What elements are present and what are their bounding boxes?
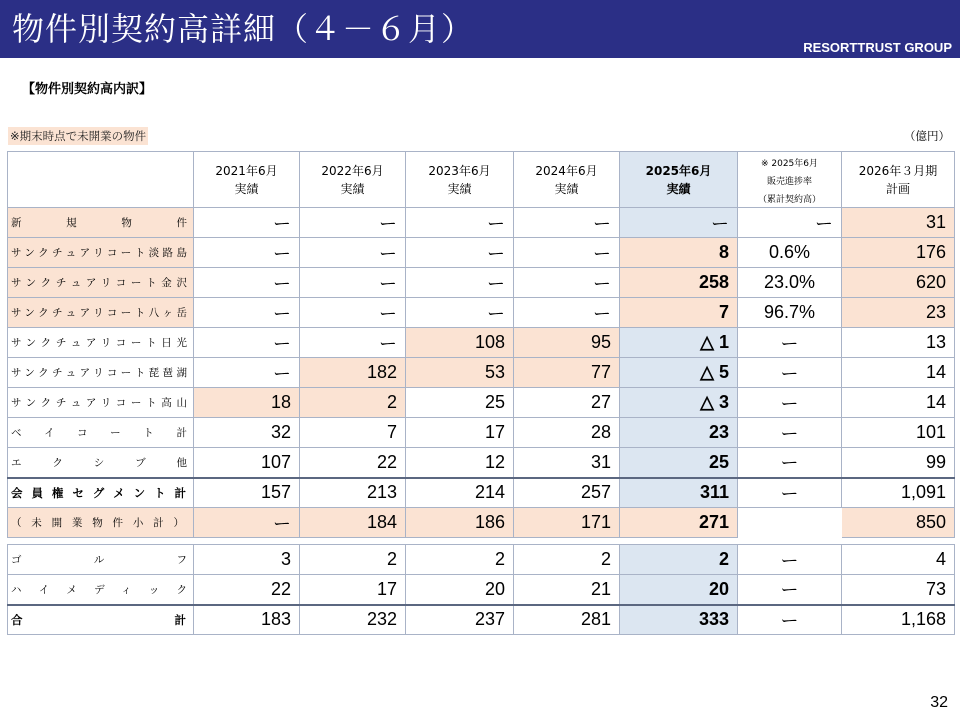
- cell: 2: [406, 545, 514, 575]
- cell: 311: [620, 478, 738, 508]
- brand-name: RESORTTRUST GROUP: [803, 40, 952, 55]
- row-label: サンクチュアリコート金沢: [8, 268, 194, 298]
- cell: ー: [620, 208, 738, 238]
- cell: ー: [738, 545, 842, 575]
- cell: 2: [300, 545, 406, 575]
- cell: ー: [406, 238, 514, 268]
- cell: 95: [514, 328, 620, 358]
- col-header: 2024年6月 実績: [514, 152, 620, 208]
- cell: 14: [842, 358, 955, 388]
- cell: 2: [620, 545, 738, 575]
- cell: △ 1: [620, 328, 738, 358]
- cell: 237: [406, 605, 514, 635]
- cell: 107: [194, 448, 300, 478]
- cell: ー: [406, 208, 514, 238]
- cell: 214: [406, 478, 514, 508]
- row-label: 合計: [8, 605, 194, 635]
- cell: 22: [194, 575, 300, 605]
- cell: 3: [194, 545, 300, 575]
- table-row: [8, 575, 955, 605]
- cell: 13: [842, 328, 955, 358]
- row-label: 新規物件: [8, 208, 194, 238]
- cell: 73: [842, 575, 955, 605]
- cell: ー: [300, 238, 406, 268]
- cell: ー: [300, 208, 406, 238]
- page-number: 32: [930, 694, 948, 711]
- cell: 183: [194, 605, 300, 635]
- cell: 14: [842, 388, 955, 418]
- cell: ー: [194, 208, 300, 238]
- cell: 12: [406, 448, 514, 478]
- cell: 176: [842, 238, 955, 268]
- cell: ー: [514, 298, 620, 328]
- cell: ー: [194, 508, 300, 538]
- cell: 1,091: [842, 478, 955, 508]
- cell: 257: [514, 478, 620, 508]
- cell: 186: [406, 508, 514, 538]
- cell: 77: [514, 358, 620, 388]
- cell: 2: [300, 388, 406, 418]
- cell: 213: [300, 478, 406, 508]
- cell: ー: [738, 208, 842, 238]
- cell: 25: [620, 448, 738, 478]
- cell: 184: [300, 508, 406, 538]
- cell: 157: [194, 478, 300, 508]
- cell: 25: [406, 388, 514, 418]
- cell: 258: [620, 268, 738, 298]
- cell: 28: [514, 418, 620, 448]
- cell: 18: [194, 388, 300, 418]
- cell: 53: [406, 358, 514, 388]
- table-spacer: [8, 538, 955, 545]
- row-label: サンクチュアリコート琵琶湖: [8, 358, 194, 388]
- cell: [738, 508, 842, 538]
- cell: ー: [406, 268, 514, 298]
- cell: 7: [300, 418, 406, 448]
- header-bar: [0, 0, 960, 58]
- row-label: ハイメディック: [8, 575, 194, 605]
- col-header: 2026年３月期 計画: [842, 152, 955, 208]
- row-label: ゴルフ: [8, 545, 194, 575]
- cell: 23: [620, 418, 738, 448]
- table-row: [8, 388, 955, 418]
- row-label: 会員権セグメント計: [8, 478, 194, 508]
- cell: ー: [514, 238, 620, 268]
- unit-label: （億円）: [904, 129, 950, 143]
- row-label: ベイコート計: [8, 418, 194, 448]
- cell: 31: [514, 448, 620, 478]
- cell: ー: [406, 298, 514, 328]
- cell: 333: [620, 605, 738, 635]
- row-label: （未開業物件小計）: [8, 508, 194, 538]
- cell: ー: [194, 238, 300, 268]
- cell: ー: [194, 328, 300, 358]
- row-label: サンクチュアリコート高山: [8, 388, 194, 418]
- cell: 17: [300, 575, 406, 605]
- cell: ー: [300, 328, 406, 358]
- table-row: [8, 545, 955, 575]
- cell: 0.6%: [738, 238, 842, 268]
- cell: ー: [194, 268, 300, 298]
- table-row: [8, 268, 955, 298]
- cell: 23.0%: [738, 268, 842, 298]
- col-header-highlight: 2025年6月 実績: [620, 152, 738, 208]
- cell: ー: [514, 208, 620, 238]
- cell: 96.7%: [738, 298, 842, 328]
- table-row-subtotal: [8, 478, 955, 508]
- cell: 171: [514, 508, 620, 538]
- cell: 4: [842, 545, 955, 575]
- cell: 108: [406, 328, 514, 358]
- cell: 20: [406, 575, 514, 605]
- cell: 8: [620, 238, 738, 268]
- table-row: [8, 358, 955, 388]
- section-title: 【物件別契約高内訳】: [22, 82, 153, 97]
- cell: △ 5: [620, 358, 738, 388]
- cell: ー: [194, 358, 300, 388]
- table-row-unopened: [8, 508, 955, 538]
- cell: 271: [620, 508, 738, 538]
- cell: 23: [842, 298, 955, 328]
- table-row: [8, 328, 955, 358]
- cell: 182: [300, 358, 406, 388]
- table-row: [8, 418, 955, 448]
- unopened-note: ※期末時点で未開業の物件: [10, 129, 147, 143]
- col-header-progress: ※ 2025年6月 販売進捗率 （累計契約高）: [738, 152, 842, 208]
- table-row: [8, 208, 955, 238]
- cell: ー: [300, 298, 406, 328]
- cell: ー: [738, 605, 842, 635]
- col-header: 2021年6月 実績: [194, 152, 300, 208]
- cell: 850: [842, 508, 955, 538]
- cell: ー: [738, 328, 842, 358]
- row-label: サンクチュアリコート八ヶ岳: [8, 298, 194, 328]
- cell: 17: [406, 418, 514, 448]
- cell: ー: [738, 388, 842, 418]
- cell: ー: [738, 418, 842, 448]
- cell: 21: [514, 575, 620, 605]
- cell: 232: [300, 605, 406, 635]
- cell: ー: [194, 298, 300, 328]
- cell: 2: [514, 545, 620, 575]
- cell: △ 3: [620, 388, 738, 418]
- table-row: [8, 298, 955, 328]
- cell: 20: [620, 575, 738, 605]
- cell: 31: [842, 208, 955, 238]
- cell: 101: [842, 418, 955, 448]
- table-row: [8, 238, 955, 268]
- cell: 22: [300, 448, 406, 478]
- header-corner: [8, 152, 194, 208]
- table-row-total: [8, 605, 955, 635]
- row-label: エクシブ他: [8, 448, 194, 478]
- cell: 1,168: [842, 605, 955, 635]
- cell: ー: [738, 575, 842, 605]
- page-title: 物件別契約高詳細（４－６月）: [12, 10, 475, 48]
- col-header: 2022年6月 実績: [300, 152, 406, 208]
- contract-table: [7, 151, 955, 635]
- cell: ー: [514, 268, 620, 298]
- cell: ー: [738, 448, 842, 478]
- cell: 99: [842, 448, 955, 478]
- table-row: [8, 448, 955, 478]
- cell: 32: [194, 418, 300, 448]
- cell: ー: [300, 268, 406, 298]
- cell: ー: [738, 478, 842, 508]
- cell: ー: [738, 358, 842, 388]
- table-header-row: [8, 152, 955, 208]
- row-label: サンクチュアリコート日光: [8, 328, 194, 358]
- row-label: サンクチュアリコート淡路島: [8, 238, 194, 268]
- col-header: 2023年6月 実績: [406, 152, 514, 208]
- cell: 281: [514, 605, 620, 635]
- cell: 620: [842, 268, 955, 298]
- cell: 7: [620, 298, 738, 328]
- cell: 27: [514, 388, 620, 418]
